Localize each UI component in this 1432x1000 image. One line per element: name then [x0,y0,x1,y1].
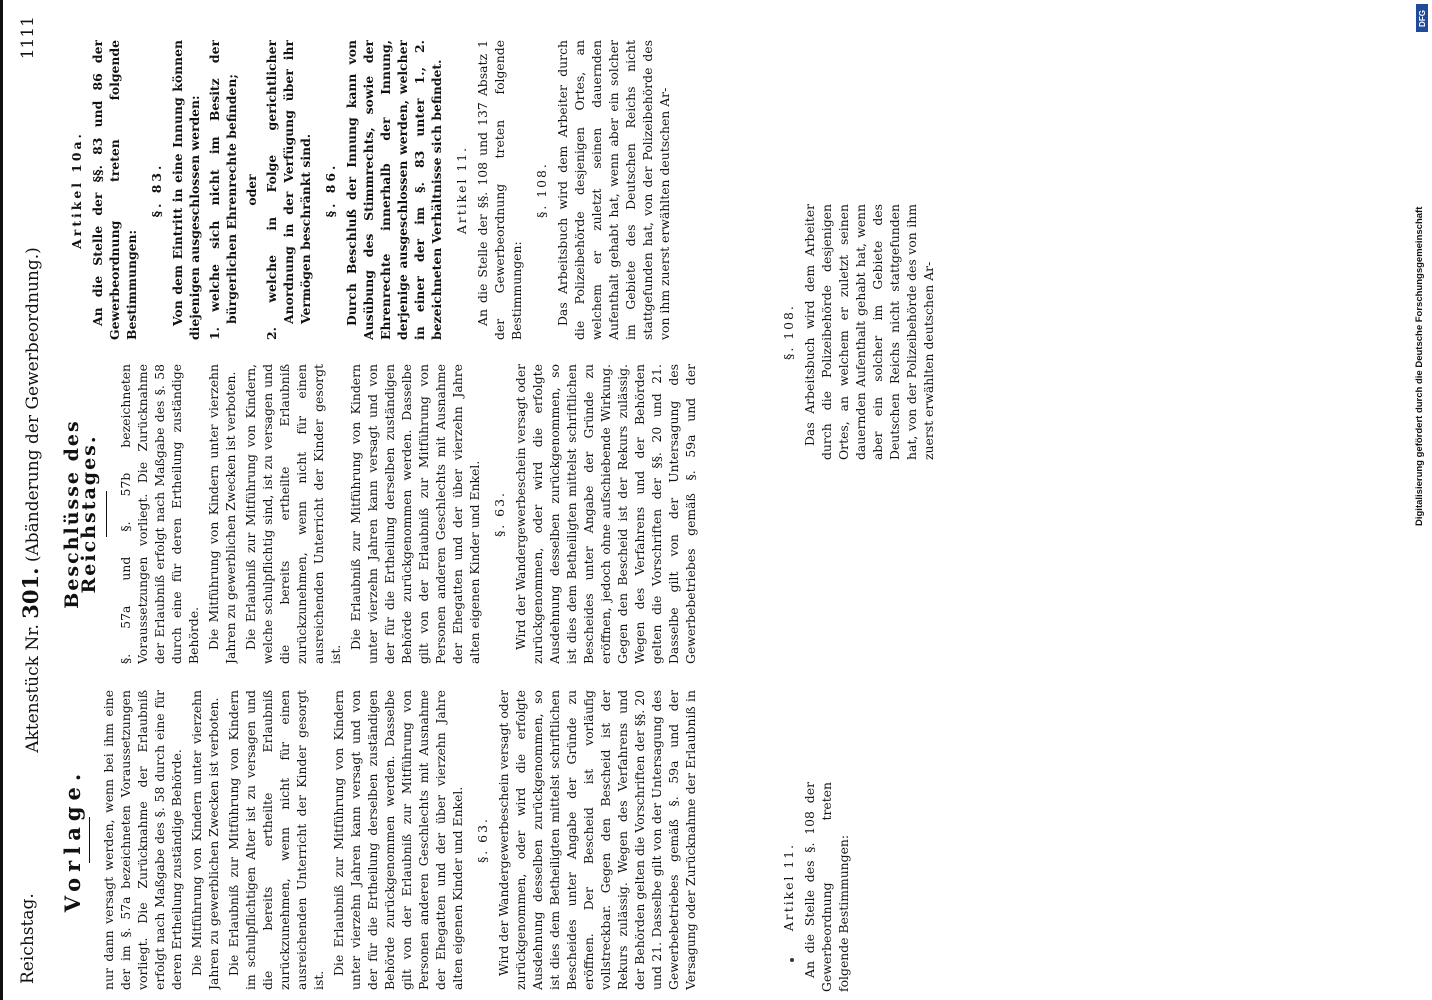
beschluesse-title: Beschlüsse des Reichstages. [61,419,100,609]
paragraph: §. 57a und §. 57b bezeichneten Voraussetzungen vorliegt. Die Zurücknahme der Erlaubniß erfolgt nach Maßgabe des §. 58 durch eine für deren Ertheilung zuständige Behörde. [118,364,201,664]
paragraph: Die Mitführung von Kindern unter vierzehn Jahren zu gewerblichen Zwecken ist verboten. [189,690,221,990]
title-rule [106,491,107,537]
vorlage-article-body [772,204,982,460]
list-item: 1. welche sich nicht im Besitz der bürgerlichen Ehrenrechte befinden; [207,40,239,340]
vorlage-article-column [772,782,922,992]
paragraph: Die Erlaubniß zur Mitführung von Kindern unter vierzehn Jahren kann versagt und von der für die Ertheilung derselben zuständigen Behörde zurückgenommen werden. Dasselbe gilt von der Erlaubniß zur Mitführung von Personen anderen Geschlechts mit Ausnahme der Ehegatten und der über vierzehn Jahre alten eigenen Kinder und Enkel. [348,364,482,664]
paragraph: Wird der Wandergewerbeschein versagt oder zurückgenommen, oder wird die erfolgte Ausdehnung desselben zurückgenommen, so ist dies dem Betheiligten mittelst schriftlichen Bescheides unter Angabe der Gründe zu eröffnen, jedoch ohne aufschiebende Wirkung. Gegen den Bescheid ist der Rekurs zulässig. Wegen des Verfahrens und der Behörden gelten die Vorschriften der §§. 20 und 21. Dasselbe gilt von der Untersagung des Gewerbebetriebes gemäß §. 59a und der [513,364,698,664]
paragraph: nur dann versagt werden, wenn bei ihm eine der im §. 57a bezeichneten Voraussetzungen vorliegt. Die Zurücknahme der Erlaubniß erfolgt nach Maßgabe des §. 58 durch eine für deren Ertheilung zuständige Behörde. [101,690,184,990]
paragraph: Die Erlaubniß zur Mitführung von Kindern unter vierzehn Jahren kann versagt und von der für die Ertheilung derselben zuständigen Behörde zurückgenommen werden. Dasselbe gilt von der Erlaubniß zur Mitführung von Personen anderen Geschlechts mit Ausnahme der Ehegatten und der über vierzehn Jahre alten eigenen Kinder und Enkel. [331,690,465,990]
paragraph: Durch Beschluß der Innung kann von Ausübung des Stimmrechts, sowie der Ehrenrechte innerhalb der Innung, derjenige ausgeschlossen werden, welcher in einer der im §. 83 unter 1., 2. bezeichneten Verhältnisse sich befindet. [344,40,444,340]
section-heading: §. 86. [323,162,338,218]
beschluesse-articles-column [60,40,700,340]
list-item: 2. welche in Folge gerichtlicher Anordnung in der Verfügung über ihr Vermögen beschränkt sind. [264,40,313,340]
conjunction: oder [244,174,259,206]
digitization-note [1414,6,1430,526]
running-head [18,16,42,984]
beschluesse-column [60,364,700,664]
article-heading: Artikel 10a. [69,131,84,249]
digitization-note-text: Digitalisierung gefördert durch die Deutsche Forschungsgemeinschaft [1414,206,1425,526]
paragraph: An die Stelle der §§. 108 und 137 Absatz 1 der Gewerbeordnung treten folgende Bestimmungen: [475,40,524,340]
page-number: 1111 [18,16,38,60]
title-rule [89,817,90,863]
article-heading: Artikel 11. [781,842,796,932]
section-heading: §. 108. [534,162,549,218]
paragraph: Wird der Wandergewerbeschein versagt oder zurückgenommen, oder wird die erfolgte Ausdehnung desselben zurückgenommen, so ist dies dem Betheiligten mittelst schriftlichen Bescheides unter Angabe der Gründe zu eröffnen. Der Bescheid ist vorläufig vollstreckbar. Gegen den Bescheid ist der Rekurs zulässig. Wegen des Verfahrens und der Behörden gelten die Vorschriften der §§. 20 und 21. Dasselbe gilt von der Untersagung des Gewerbebetriebes gemäß §. 59a und der Versagung oder Zurücknahme der Erlaubniß in [496,690,698,990]
paragraph: Die Erlaubniß zur Mitführung von Kindern im schulpflichtigen Alter ist zu versagen und die bereits ertheilte Erlaubniß zurückzunehmen, wenn nicht für einen ausreichenden Unterricht der Kinder gesorgt ist. [226,690,326,990]
section-heading: §. 63. [492,491,507,537]
scan-speck [790,958,794,962]
paragraph: An die Stelle der §§. 83 und 86 der Gewerbeordnung treten folgende Bestimmungen: [90,40,139,340]
article-heading: Artikel 11. [454,145,469,235]
header-center-prefix: Aktenstück Nr. [23,624,43,753]
header-left: Reichstag. [18,893,38,984]
paragraph: Die Erlaubniß zur Mitführung von Kindern, welche schulpflichtig sind, ist zu versagen und die bereits ertheilte Erlaubniß zurückzunehmen, wenn nicht für einen ausreichenden Unterricht der Kinder gesorgt ist. [243,364,343,664]
header-center [18,16,43,984]
paragraph: Die Mitführung von Kindern unter vierzehn Jahren zu gewerblichen Zwecken ist verboten. [206,364,238,664]
section-heading: §. 63. [475,817,490,863]
header-center-number: 301. [18,567,43,619]
paragraph: Das Arbeitsbuch wird dem Arbeiter durch die Polizeibehörde desjenigen Ortes, an welchem er zuletzt seinen dauernden Aufenthalt gehabt hat, wenn aber ein solcher im Gebiete des Deutschen Reichs nicht stattgefunden hat, von der Polizeibehörde des von ihm zuerst erwählten deutschen Ar- [555,40,672,340]
paragraph: An die Stelle des §. 108 der Gewerbeordnung treten folgende Bestimmungen: [802,782,851,992]
vorlage-title: Vorlage. [60,767,85,913]
section-heading: §. 108. [781,304,796,360]
rotated-page [2,0,1406,1000]
header-center-suffix: (Abänderung der Gewerbeordnung.) [23,247,43,563]
section-heading: §. 83. [149,162,164,218]
paragraph: Das Arbeitsbuch wird dem Arbeiter durch die Polizeibehörde desjenigen Ortes, an welchem er zuletzt seinen dauernden Aufenthalt gehabt hat, wenn aber ein solcher im Gebiete des Deutschen Reichs nicht stattgefunden hat, von der Polizeibehörde des von ihm zuerst erwählten deutschen Ar- [802,204,936,460]
dfg-logo-text: DFG [1417,9,1427,27]
vorlage-column [60,690,700,990]
paragraph: Von dem Eintritt in eine Innung können diejenigen ausgeschlossen werden: [170,40,202,340]
